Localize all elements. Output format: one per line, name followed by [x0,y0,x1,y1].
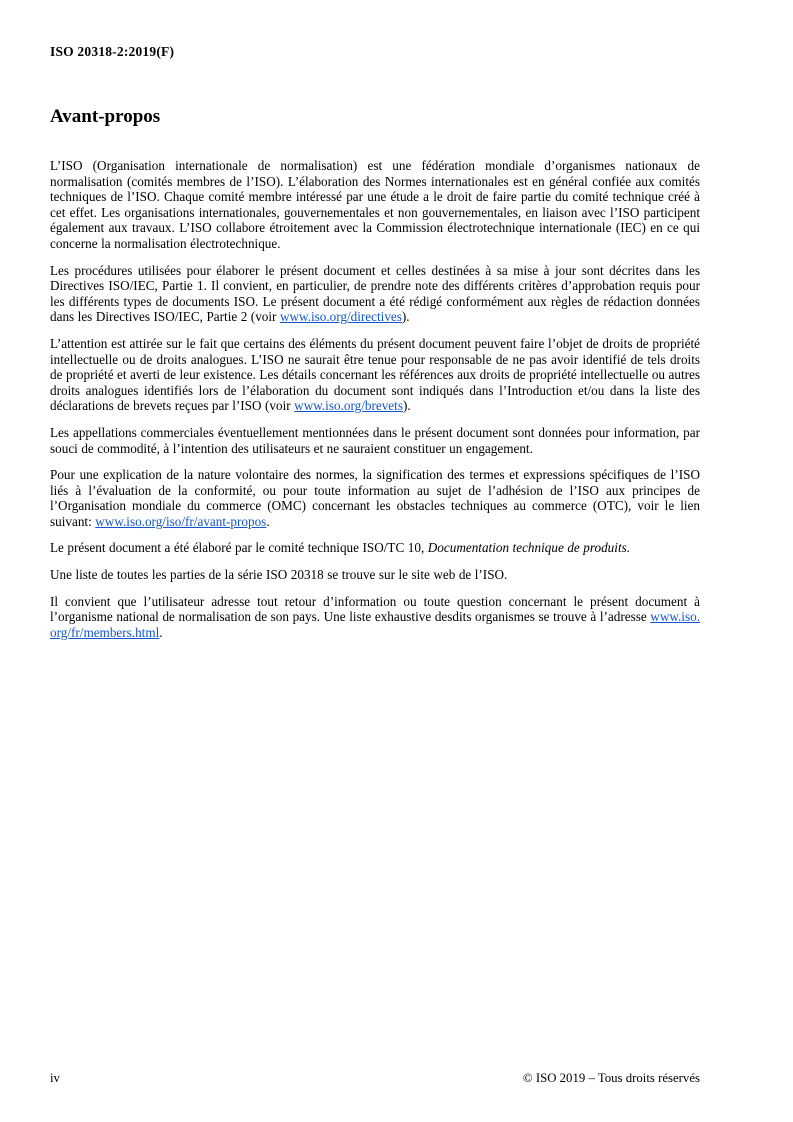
page-content [50,106,700,651]
text-run: . [266,513,270,529]
hyperlink[interactable]: www.iso.org/iso/fr/avant-propos [95,513,267,529]
document-id-header: ISO 20318-2:2019(F) [50,44,175,59]
copyright-notice: © ISO 2019 – Tous droits réservés [522,1071,700,1085]
hyperlink[interactable]: www.iso.org/directives [279,309,402,325]
paragraphs [50,158,700,640]
page-number: iv [50,1071,60,1085]
text-run: . [159,624,163,640]
paragraph [50,336,700,414]
paragraph [50,158,700,252]
text-run: Les procédures utilisées pour élaborer le présent document et celles destinées à sa mise à jour sont décrites dans les Directives ISO/IEC, Partie 1. Il convient, en particulier, de prendre note des différents critères d’approbation requis pour les différents types de documents ISO. Le présent document a été rédigé conformément aux règles de rédaction données dans les Directives ISO/IEC, Partie 2 (voir [50,262,700,325]
paragraph [50,467,700,529]
section-title: Avant-propos [50,106,161,127]
text-run: Les appellations commerciales éventuellement mentionnées dans le présent document sont données pour information, par souci de commodité, à l’intention des utilisateurs et ne sauraient constituer un engagement. [50,424,700,456]
paragraph [50,263,700,325]
hyperlink[interactable]: www.iso.org/fr/members.html [50,609,700,640]
page-footer [50,1071,700,1086]
paragraph [50,540,700,556]
text-run: Pour une explication de la nature volontaire des normes, la signification des termes et expressions spécifiques de l’ISO liés à l’évaluation de la conformité, ou pour toute information au sujet de l’adhésion de l’ISO aux principes de l’Organisation mondiale du commerce (OMC) concernant les obstacles techniques au commerce (OTC), voir le lien suivant: [50,467,700,529]
text-run: L’attention est attirée sur le fait que certains des éléments du présent document peuvent faire l’objet de droits de propriété intellectuelle ou de droits analogues. L’ISO ne saurait être tenue pour responsable de ne pas avoir identifié de tels droits de propriété et averti de leur existence. Les détails concernant les références aux droits de propriété intellectuelle ou autres droits analogues identifiés lors de l’élaboration du document sont indiqués dans l’Introduction et/ou dans la liste des déclarations de brevets reçues par l’ISO (voir [50,335,700,414]
text-run: Une liste de toutes les parties de la série ISO 20318 se trouve sur le site web de l’ISO. [50,567,508,583]
paragraph [50,567,700,583]
text-run: L’ISO (Organisation internationale de normalisation) est une fédération mondiale d’organismes nationaux de normalisation (comités membres de l’ISO). L’élaboration des Normes internationales est en général confiée aux comités techniques de l’ISO. Chaque comité membre intéressé par une étude a le droit de faire partie du comité technique créé à cet effet. Les organisations internationales, gouvernementales et non gouvernementales, en liaison avec l’ISO participent également aux travaux. L’ISO collabore étroitement avec la Commission électrotechnique internationale (IEC) en ce qui concerne la normalisation électrotechnique. [50,158,700,251]
paragraph [50,594,700,641]
paragraph [50,425,700,456]
hyperlink[interactable]: www.iso.org/brevets [294,398,403,414]
italic-text: Documentation technique de produits. [427,540,631,556]
text-run: Il convient que l’utilisateur adresse tout retour d’information ou toute question concernant le présent document à l’organisme national de normalisation de son pays. Une liste exhaustive desdits organismes se trouve à l’adresse [50,593,700,625]
text-run: Le présent document a été élaboré par le comité technique ISO/TC 10, [50,540,428,556]
text-run: ). [402,398,411,414]
text-run: ). [401,309,410,325]
